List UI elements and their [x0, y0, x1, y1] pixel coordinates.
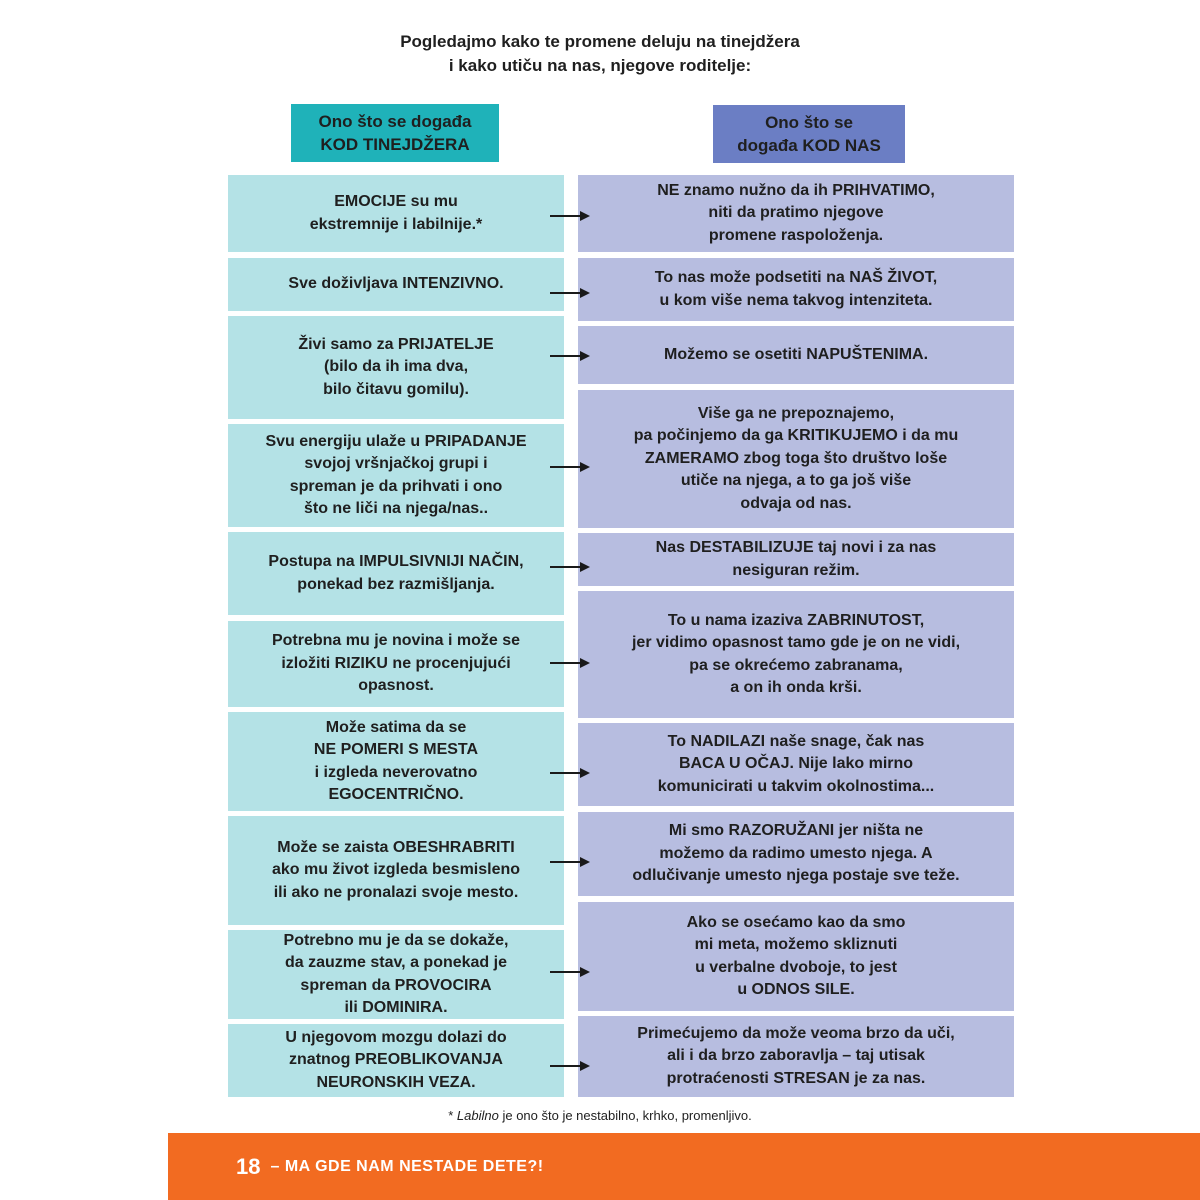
cell-text-line: nesiguran režim.: [732, 561, 860, 579]
footnote: [0, 1108, 1200, 1123]
cell-text-line: Možemo se osetiti NAPUŠTENIMA.: [663, 345, 929, 363]
arrow-right-icon: [548, 1059, 592, 1073]
parent-cell-5: [578, 533, 1014, 586]
cell-text-line: ili DOMINIRA.: [344, 999, 448, 1016]
cell-text-line: možemo da radimo umesto njega. A: [659, 844, 933, 862]
column-header-parents-line-2: događa KOD NAS: [737, 136, 881, 155]
cell-text-line: BACA U OČAJ. Nije lako mirno: [678, 755, 914, 773]
cell-text-line: ponekad bez razmišljanja.: [297, 575, 495, 593]
intro-line-1: Pogledajmo kako te promene deluju na tinejdžera: [400, 32, 800, 51]
cell-text-line: odvaja od nas.: [740, 494, 852, 512]
arrow-right-icon: [548, 286, 592, 300]
cell-text-line: Mi smo RAZORUŽANI jer ništa ne: [668, 822, 924, 840]
cell-text-line: znatnog PREOBLIKOVANJA: [289, 1051, 503, 1069]
teen-cell-9: [228, 930, 564, 1019]
intro-line-2: i kako utiču na nas, njegove roditelje:: [448, 56, 752, 75]
cell-text-line: izložiti RIZIKU ne procenjujući: [281, 654, 511, 672]
footnote-marker: *: [448, 1108, 454, 1123]
cell-text-line: jer vidimo opasnost tamo gde je on ne vidi,: [631, 634, 961, 651]
page-footer: [168, 1133, 1200, 1200]
parent-cell-6: [578, 591, 1014, 718]
cell-text-line: NEURONSKIH VEZA.: [316, 1073, 476, 1091]
cell-text-line: ili ako ne pronalazi svoje mesto.: [273, 883, 519, 901]
teen-cell-1: [228, 175, 564, 252]
footnote-term: Labilno: [456, 1108, 499, 1123]
arrow-right-icon: [548, 965, 592, 979]
cell-text-line: Potrebna mu je novina i može se: [271, 632, 521, 650]
cell-text-line: To u nama izaziva ZABRINUTOST,: [667, 611, 925, 629]
cell-text-line: Postupa na IMPULSIVNIJI NAČIN,: [268, 553, 524, 570]
teen-cell-4: [228, 424, 564, 527]
arrow-right-icon: [548, 766, 592, 780]
cell-text-line: To nas može podsetiti na NAŠ ŽIVOT,: [654, 269, 938, 286]
cell-text-line: u verbalne dvoboje, to jest: [695, 958, 897, 976]
column-header-parents-line-1: Ono što se: [765, 113, 853, 132]
parent-cell-1: [578, 175, 1014, 252]
cell-text-line: Svu energiju ulaže u PRIPADANJE: [265, 432, 527, 450]
cell-text-line: u ODNOS SILE.: [737, 981, 855, 998]
arrow-right-icon: [548, 460, 592, 474]
cell-text-line: bilo čitavu gomilu).: [323, 380, 469, 398]
teen-cell-2: [228, 258, 564, 311]
cell-text-line: a on ih onda krši.: [730, 679, 862, 696]
teen-cell-3: [228, 316, 564, 419]
cell-text-line: protraćenosti STRESAN je za nas.: [666, 1069, 926, 1087]
cell-text-line: Primećujemo da može veoma brzo da uči,: [637, 1024, 955, 1042]
cell-text-line: Ako se osećamo kao da smo: [686, 913, 906, 931]
cell-text-line: Nas DESTABILIZUJE taj novi i za nas: [655, 539, 937, 556]
teen-cell-5: [228, 532, 564, 615]
cell-text-line: EMOCIJE su mu: [334, 193, 458, 210]
cell-text-line: NE POMERI S MESTA: [313, 741, 479, 758]
cell-text-line: pa se okrećemo zabranama,: [689, 656, 903, 674]
cell-text-line: pa počinjemo da ga KRITIKUJEMO i da mu: [633, 427, 959, 445]
book-title: – MA GDE NAM NESTADE DETE?!: [270, 1157, 544, 1175]
cell-text-line: Može satima da se: [325, 718, 467, 736]
cell-text-line: promene raspoloženja.: [708, 226, 884, 244]
cell-text-line: ako mu život izgleda besmisleno: [271, 861, 521, 879]
parent-cell-10: [578, 1016, 1014, 1097]
arrow-right-icon: [548, 349, 592, 363]
cell-text-line: To NADILAZI naše snage, čak nas: [667, 732, 925, 750]
column-header-parents: [713, 105, 905, 163]
cell-text-line: Potrebno mu je da se dokaže,: [283, 931, 509, 949]
teen-cell-10: [228, 1024, 564, 1097]
cell-text-line: ali i da brzo zaboravlja – taj utisak: [667, 1047, 925, 1065]
cell-text-line: Sve doživljava INTENZIVNO.: [288, 275, 504, 293]
cell-text-line: Može se zaista OBESHRABRITI: [277, 838, 515, 856]
cell-text-line: da zauzme stav, a ponekad je: [284, 954, 507, 971]
footnote-text: je ono što je nestabilno, krhko, promenljivo.: [502, 1108, 752, 1123]
column-header-teen-line-1: Ono što se događa: [318, 112, 472, 131]
arrow-right-icon: [548, 560, 592, 574]
page-number: 18: [236, 1153, 261, 1179]
cell-text-line: odlučivanje umesto njega postaje sve teže.: [632, 867, 960, 885]
column-header-teen-line-2: KOD TINEJDŽERA: [320, 135, 470, 154]
cell-text-line: spreman je da prihvati i ono: [289, 477, 503, 495]
teen-cell-6: [228, 621, 564, 707]
parent-cell-3: [578, 326, 1014, 384]
cell-text-line: ZAMERAMO zbog toga što društvo loše: [644, 449, 948, 467]
cell-text-line: i izgleda neverovatno: [314, 763, 478, 781]
cell-text-line: utiče na njega, a to ga još više: [680, 472, 912, 490]
cell-text-line: opasnost.: [358, 677, 434, 695]
cell-text-line: EGOCENTRIČNO.: [328, 786, 464, 803]
cell-text-line: (bilo da ih ima dva,: [323, 358, 469, 376]
cell-text-line: Živi samo za PRIJATELJE: [298, 335, 494, 353]
intro-text: [260, 30, 940, 78]
teen-cell-8: [228, 816, 564, 925]
parent-cell-2: [578, 258, 1014, 321]
cell-text-line: U njegovom mozgu dolazi do: [285, 1028, 507, 1046]
parent-cell-9: [578, 902, 1014, 1011]
cell-text-line: spreman da PROVOCIRA: [300, 976, 492, 994]
arrow-right-icon: [548, 855, 592, 869]
cell-text-line: Više ga ne prepoznajemo,: [697, 404, 895, 422]
cell-text-line: što ne liči na njega/nas..: [303, 500, 489, 517]
parent-cell-7: [578, 723, 1014, 806]
parent-cell-8: [578, 812, 1014, 896]
cell-text-line: svojoj vršnjačkoj grupi i: [304, 455, 488, 472]
cell-text-line: NE znamo nužno da ih PRIHVATIMO,: [657, 181, 935, 199]
cell-text-line: u kom više nema takvog intenziteta.: [659, 291, 933, 309]
arrow-right-icon: [548, 209, 592, 223]
column-header-teen: [291, 104, 499, 162]
cell-text-line: ekstremnije i labilnije.*: [309, 215, 483, 233]
parent-cell-4: [578, 390, 1014, 528]
teen-cell-7: [228, 712, 564, 811]
cell-text-line: mi meta, možemo skliznuti: [694, 936, 898, 953]
arrow-right-icon: [548, 656, 592, 670]
cell-text-line: niti da pratimo njegove: [708, 204, 884, 222]
cell-text-line: komunicirati u takvim okolnostima...: [657, 777, 935, 795]
